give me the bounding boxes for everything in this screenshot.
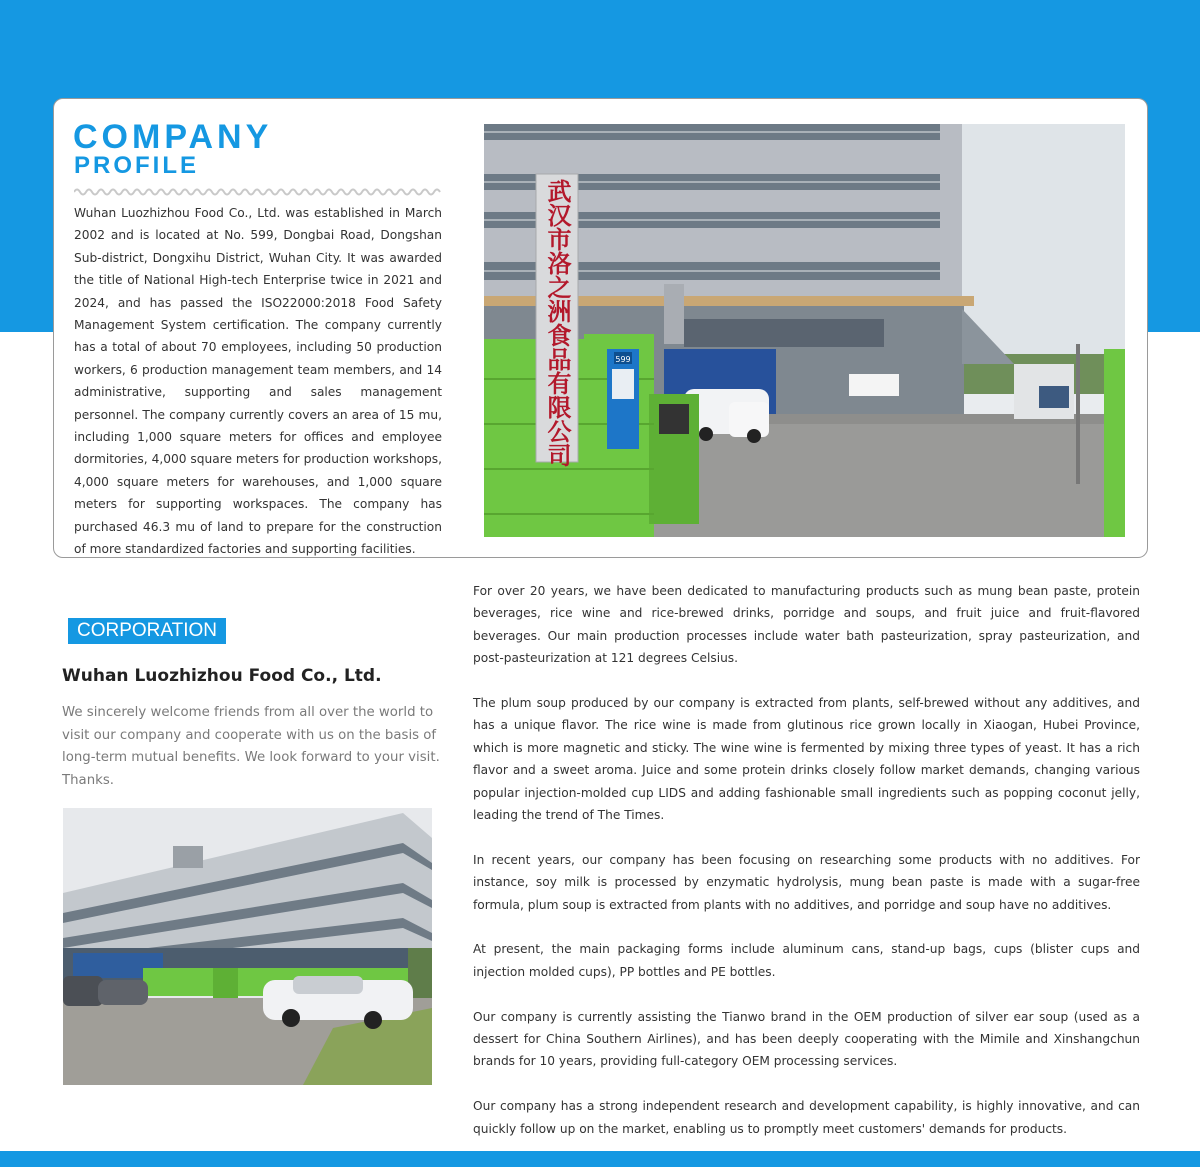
description-paragraph: Our company is currently assisting the Tianwo brand in the OEM production of silver ear soup (used as a dessert for China Southern Airlines), and has been deeply cooperating with the Mimile and Xinshangchun brands for 10 years, providing full-category OEM processing services. bbox=[473, 1009, 1140, 1069]
page-subtitle: PROFILE bbox=[74, 152, 200, 179]
description-paragraph: The plum soup produced by our company is extracted from plants, self-brewed without any additives, and has a unique flavor. The rice wine is made from glutinous rice grown locally in Xiaogan, Hubei Province, which is more magnetic and sticky. The wine wine is fermented by mixing three types of yeast. It has a rich flavor and a sweet aroma. Juice and some protein drinks closely follow market demands, changing various popular injection-molded cup LIDS and adding fashionable small ingredients such as popping coconut jelly, leading the trend of The Times. bbox=[473, 696, 1140, 823]
welcome-text: We sincerely welcome friends from all over the world to visit our company and cooperate with us on the basis of long-term mutual benefits. We look forward to your visit. Thanks. bbox=[62, 705, 440, 788]
description-paragraph: Our company has a strong independent research and development capability, is highly innovative, and can quickly follow up on the market, enabling us to promptly meet customers' demands for products. bbox=[473, 1099, 1140, 1136]
door-number: 599 bbox=[615, 355, 631, 364]
wavy-divider bbox=[74, 187, 442, 197]
description-paragraph: In recent years, our company has been focusing on researching some products with no additives. For instance, soy milk is processed by enzymatic hydrolysis, mung bean paste is made with a sugar-free formula, plum soup is extracted from plants with no additives, and porridge and soup have no additives. bbox=[473, 852, 1140, 912]
description-paragraph: For over 20 years, we have been dedicated to manufacturing products such as mung bean paste, protein beverages, rice wine and rice-brewed drinks, porridge and soups, and fruit juice and fruit-flavored beverages. Our main production processes include water bath pasteurization, spray pasteurization, and post-pasteurization at 121 degrees Celsius. bbox=[473, 584, 1140, 666]
company-name: Wuhan Luozhizhou Food Co., Ltd. bbox=[62, 666, 382, 686]
building-exterior-photo bbox=[63, 808, 432, 1085]
corporation-badge: CORPORATION bbox=[68, 618, 226, 644]
description-column bbox=[473, 580, 1140, 1162]
company-profile-text: Wuhan Luozhizhou Food Co., Ltd. was established in March 2002 and is located at No. 599, Dongbai Road, Dongshan Sub-district, Dongxihu District, Wuhan City. It was awarded the title of National High-tech Enterprise twice in 2021 and 2024, and has passed the ISO22000:2018 Food Safety Management System certification. The company currently has a total of about 70 employees, including 50 production workers, 6 production management team members, and 14 administrative, supporting and sales management personnel. The company currently covers an area of 15 mu, including 1,000 square meters for offices and employee dormitories, 4,000 square meters for production workshops, 4,000 square meters for warehouses, and 1,000 square meters for supporting workspaces. The company has purchased 46.3 mu of land to prepare for the construction of more standardized factories and supporting facilities. bbox=[74, 206, 442, 557]
factory-sign-text: 武汉市洛之洲食品有限公司 bbox=[543, 179, 571, 467]
page-title: COMPANY bbox=[73, 118, 273, 156]
factory-photo bbox=[484, 124, 1125, 537]
description-paragraph: At present, the main packaging forms include aluminum cans, stand-up bags, cups (blister cups and injection molded cups), PP bottles and PE bottles. bbox=[473, 942, 1140, 979]
